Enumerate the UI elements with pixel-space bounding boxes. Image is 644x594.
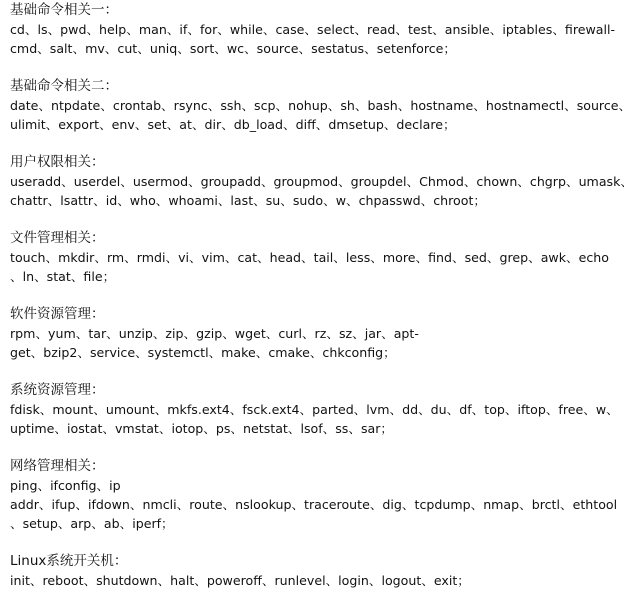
section-heading: 用户权限相关： (10, 154, 105, 170)
section-heading: 基础命令相关二： (10, 78, 118, 94)
section-system-resources (10, 380, 638, 438)
command-list-line: ulimit、export、env、set、at、dir、db_load、diff、dmsetup、declare； (10, 117, 456, 132)
command-reference-document (10, 0, 638, 590)
command-list-line: rpm、yum、tar、unzip、zip、gzip、wget、curl、rz、sz、jar、apt- (10, 326, 419, 341)
section-basic-commands-2 (10, 76, 638, 134)
command-list-line: touch、mkdir、rm、rmdi、vi、vim、cat、head、tail、less、more、find、sed、grep、awk、echo (10, 250, 609, 265)
command-list-line: uptime、iostat、vmstat、iotop、ps、netstat、lsof、ss、sar； (10, 421, 394, 436)
command-list-line: init、reboot、shutdown、halt、poweroff、runlevel、login、logout、exit； (10, 573, 470, 588)
command-list-line: 、setup、arp、ab、iperf； (10, 516, 174, 531)
command-list-line: fdisk、mount、umount、mkfs.ext4、fsck.ext4、parted、lvm、dd、du、df、top、iftop、free、w、 (10, 402, 619, 417)
command-list-line: cd、ls、pwd、help、man、if、for、while、case、select、read、test、ansible、iptables、firewall- (10, 22, 616, 37)
section-linux-power (10, 551, 638, 590)
command-list-line: get、bzip2、service、systemctl、make、cmake、chkconfig； (10, 345, 396, 360)
section-heading: 软件资源管理： (10, 306, 105, 322)
command-list-line: ping、ifconfig、ip (10, 478, 121, 493)
command-list-line: cmd、salt、mv、cut、uniq、sort、wc、source、sestatus、setenforce； (10, 41, 456, 56)
section-user-permissions (10, 152, 638, 210)
section-network-management (10, 456, 638, 533)
section-heading: Linux系统开关机： (10, 553, 128, 569)
command-list-line: addr、ifup、ifdown、nmcli、route、nslookup、traceroute、dig、tcpdump、nmap、brctl、ethtool (10, 497, 618, 512)
command-list-line: chattr、lsattr、id、who、whoami、last、su、sudo、w、chpasswd、chroot； (10, 193, 486, 208)
section-file-management (10, 228, 638, 286)
command-list-line: date、ntpdate、crontab、rsync、ssh、scp、nohup、sh、bash、hostname、hostnamectl、source、 (10, 98, 632, 113)
section-heading: 文件管理相关： (10, 230, 105, 246)
section-heading: 网络管理相关： (10, 458, 105, 474)
command-list-line: useradd、userdel、usermod、groupadd、groupmod、groupdel、Chmod、chown、chgrp、umask、 (10, 174, 633, 189)
section-heading: 系统资源管理： (10, 382, 105, 398)
command-list-line: 、ln、stat、file； (10, 269, 116, 284)
section-software-resources (10, 304, 638, 362)
section-basic-commands-1 (10, 0, 638, 58)
section-heading: 基础命令相关一： (10, 2, 118, 18)
